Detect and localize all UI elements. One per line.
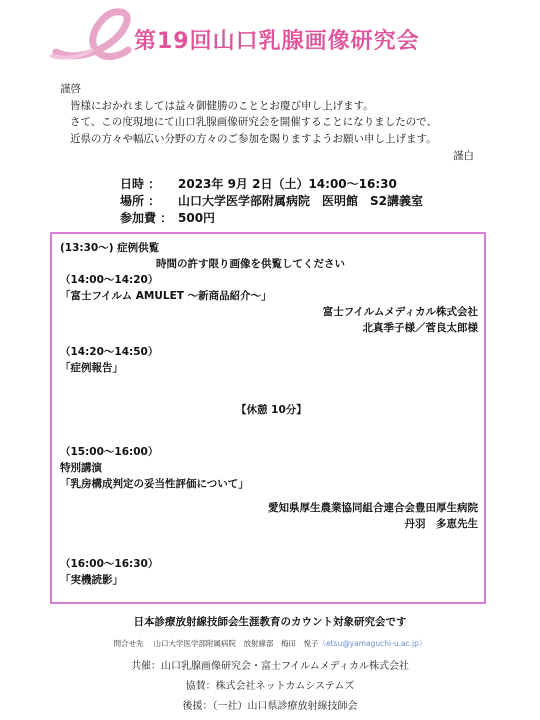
special-lecture-label: 特別講演	[60, 462, 102, 474]
session-time: （14:00〜14:20）	[60, 274, 159, 286]
fee-label: 参加費 ：	[120, 211, 173, 225]
greeting-line: 皆様におかれましては益々御健勝のこととお慶び申し上げます。	[70, 99, 374, 112]
closing-word: 謹白	[453, 150, 474, 162]
session-title: 「実機読影」	[60, 574, 123, 586]
presenter-org: 富士フイルムメディカル株式会社	[322, 306, 478, 318]
fee-value: 500円	[178, 211, 216, 225]
salutation: 謹啓	[60, 83, 81, 95]
session-time: （16:00〜16:30）	[60, 558, 159, 570]
presenter-names: 北真季子様／菅良太郎様	[362, 322, 478, 334]
session-title: 「症例報告」	[60, 362, 123, 374]
greeting-line: さて、この度現地にて山口乳腺画像研究会を開催することになりましたので、	[70, 116, 438, 128]
date-label: 日時 ：	[120, 177, 161, 191]
date-row	[120, 176, 423, 193]
place-row	[120, 193, 423, 210]
session-title: 「富士フイルム AMULET 〜新商品紹介〜」	[60, 290, 272, 302]
ribbon-logo-icon	[48, 6, 134, 64]
date-value: 2023年 9月 2日（土）14:00〜16:30	[178, 177, 397, 191]
session-time: （15:00〜16:00）	[60, 446, 159, 458]
contact-line	[0, 638, 540, 649]
contact-email[interactable]: （etsu@yamaguchi-u.ac.jp）	[318, 639, 427, 648]
speaker-org: 愛知県厚生農業協同組合連合会豊田厚生病院	[268, 502, 478, 514]
program-box	[50, 232, 486, 604]
greeting-line: 近県の方々や幅広い分野の方々のご参加を賜りますようお願い申し上げます。	[70, 132, 437, 145]
session-time: （14:20〜14:50）	[60, 346, 159, 358]
contact-text: 問合せ先 山口大学医学部附属病院 放射線部 梅田 悦子	[113, 639, 319, 648]
sponsor-line: 協賛：株式会社ネットカムシステムズ	[185, 681, 355, 692]
greeting-block	[60, 81, 437, 147]
break-label: 【休憩 10分】	[236, 404, 307, 416]
education-notice: 日本診療放射線技師会生涯教育のカウント対象研究会です	[133, 616, 407, 628]
session-time: (13:30〜) 症例供覧	[60, 242, 160, 254]
place-value: 山口大学医学部附属病院 医明館 S2講義室	[178, 194, 423, 208]
cohost-line: 共催：山口乳腺画像研究会・富士フイルムメディカル株式会社	[131, 661, 409, 672]
speaker-name: 丹羽 多恵先生	[404, 518, 478, 530]
place-label: 場所 ：	[120, 194, 161, 208]
support-line: 後援：（一社）山口県診療放射線技師会	[182, 701, 358, 712]
session-note: 時間の許す限り画像を供覧してください	[156, 258, 345, 270]
fee-row	[120, 210, 423, 227]
page-title: 第19回山口乳腺画像研究会	[134, 29, 420, 54]
session-title: 「乳房構成判定の妥当性評価について」	[60, 478, 249, 490]
event-info	[120, 176, 423, 227]
